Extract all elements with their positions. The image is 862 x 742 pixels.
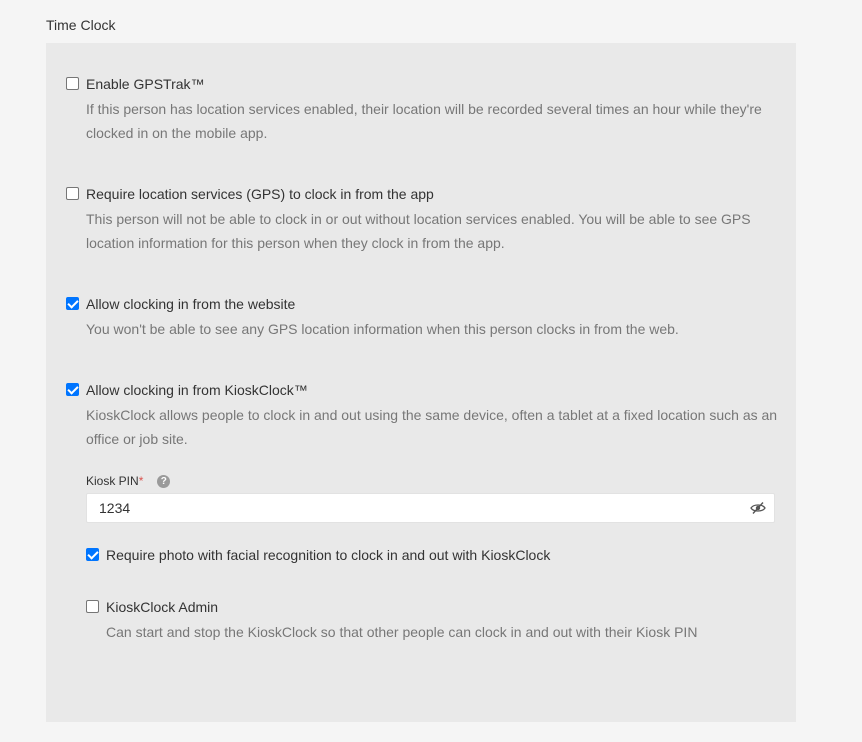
option-require-gps (66, 185, 778, 255)
require-gps-label[interactable]: Require location services (GPS) to clock in from the app (86, 186, 434, 202)
require-gps-description: This person will not be able to clock in or out without location services enabled. You will be able to see GPS location information for this person when they clock in from the app. (86, 211, 751, 251)
option-kioskclock-admin (86, 598, 776, 644)
option-allow-kioskclock (66, 381, 778, 451)
enable-gpstrak-checkbox[interactable] (66, 77, 79, 90)
require-photo-label[interactable]: Require photo with facial recognition to clock in and out with KioskClock (106, 547, 551, 563)
require-photo-checkbox[interactable] (86, 548, 99, 561)
option-enable-gpstrak (66, 75, 778, 145)
section-title: Time Clock (46, 17, 116, 33)
option-allow-website (66, 295, 778, 341)
kioskclock-admin-label[interactable]: KioskClock Admin (106, 599, 219, 615)
eye-slash-icon[interactable] (750, 501, 766, 515)
allow-kioskclock-label[interactable]: Allow clocking in from KioskClock™ (86, 382, 308, 398)
required-marker: * (138, 474, 144, 488)
allow-website-checkbox[interactable] (66, 297, 79, 310)
question-circle-icon[interactable]: ? (157, 475, 170, 488)
option-require-photo (86, 546, 776, 564)
allow-kioskclock-description: KioskClock allows people to clock in and out using the same device, often a tablet at a fixed location such as an office or job site. (86, 407, 778, 447)
allow-website-description: You won't be able to see any GPS location information when this person clocks in from the web. (86, 321, 679, 337)
kiosk-pin-label: Kiosk PIN (86, 474, 139, 488)
kiosk-pin-field (86, 493, 775, 523)
kiosk-pin-input[interactable] (87, 493, 741, 523)
enable-gpstrak-label[interactable]: Enable GPSTrak™ (86, 76, 205, 92)
enable-gpstrak-description: If this person has location services enabled, their location will be recorded several times an hour while they're clocked in on the mobile app. (86, 101, 762, 141)
allow-website-label[interactable]: Allow clocking in from the website (86, 296, 296, 312)
kioskclock-admin-description: Can start and stop the KioskClock so that other people can clock in and out with their Kiosk PIN (106, 624, 698, 640)
kioskclock-admin-checkbox[interactable] (86, 600, 99, 613)
require-gps-checkbox[interactable] (66, 187, 79, 200)
time-clock-panel (46, 43, 796, 722)
kiosk-pin-label-group (86, 474, 170, 488)
allow-kioskclock-checkbox[interactable] (66, 383, 79, 396)
